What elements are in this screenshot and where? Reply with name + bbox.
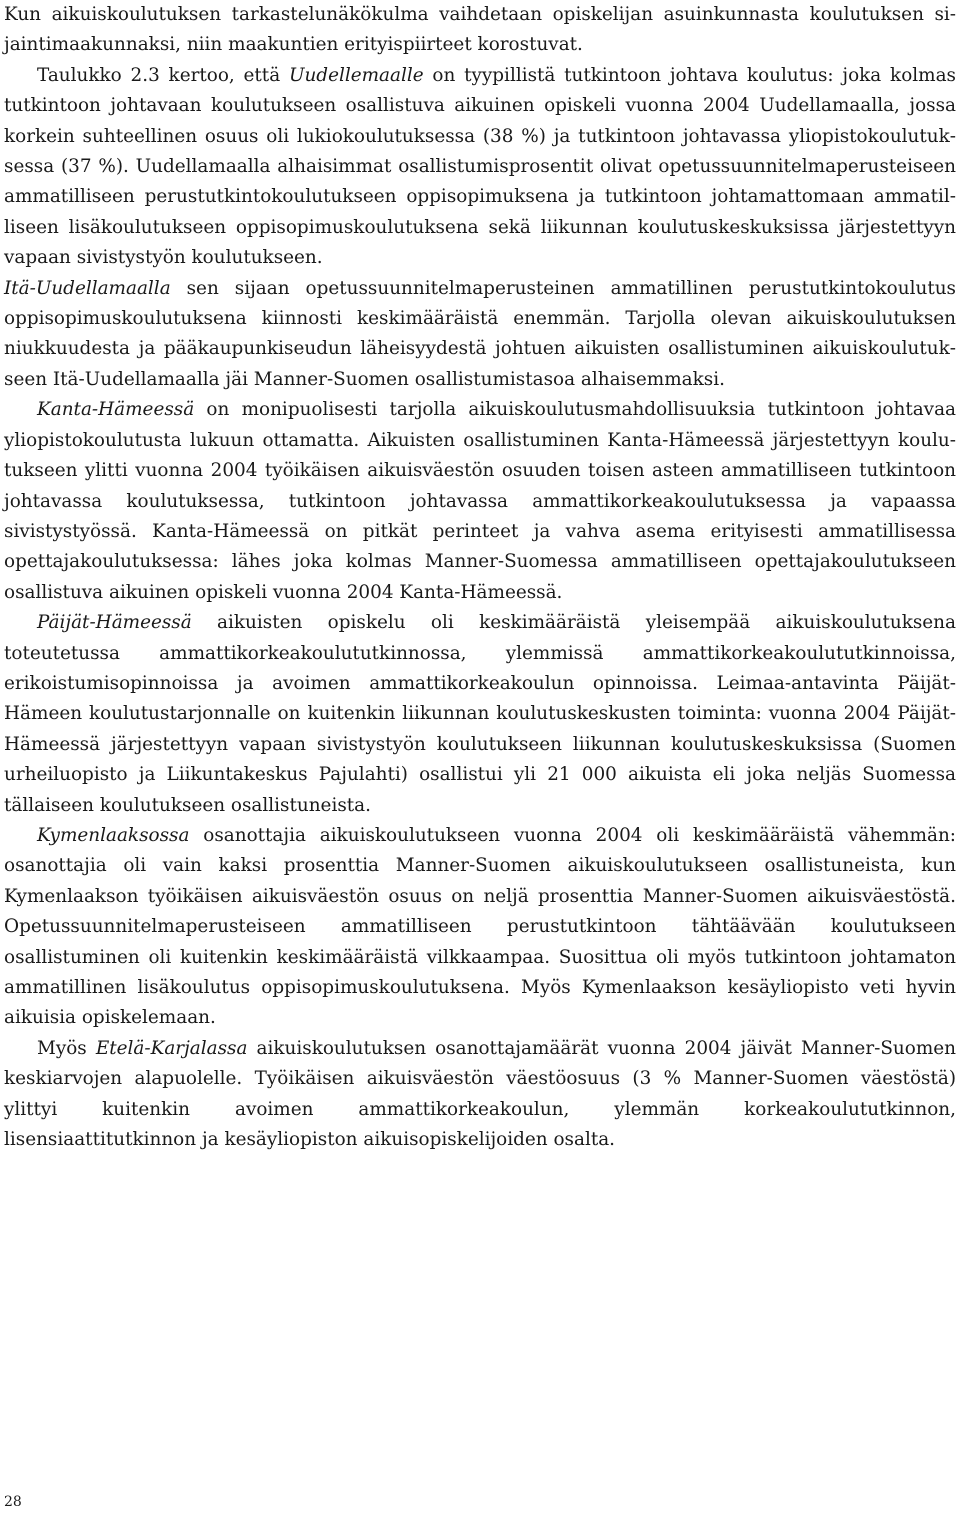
region-name-ita-uusimaa: Itä-Uudellamaalla bbox=[4, 277, 171, 299]
paragraph-kymenlaakso bbox=[4, 821, 956, 1034]
paragraph-text: sen sijaan opetussuunnitelmaperusteinen ammatillinen perustutkintokoulutus oppisopimuskoulutuksena kiinnosti keskimääräistä enemmän. Tarjolla olevan aikuiskoulutuksen niukkuudesta ja pääkaupunkiseudun läheisyydestä johtuen aikuisten osallistuminen aikuiskoulutukseen Itä-Uudellamaalla jäi Manner-Suomen osallistumistasoa alhaisemmaksi. bbox=[4, 277, 956, 390]
document-body bbox=[4, 0, 956, 1155]
paragraph-uusimaa bbox=[4, 61, 956, 274]
region-name-etela-karjala: Etelä-Karjalassa bbox=[95, 1037, 248, 1059]
paragraph-ita-uusimaa bbox=[4, 274, 956, 396]
region-name-uusimaa: Uudellemaalle bbox=[288, 64, 424, 86]
paragraph-text: aikuisten opiskelu oli keskimääräistä yleisempää aikuiskoulutuksena toteutetussa ammattikorkeakoulututkinnossa, ylemmissä ammattikorkeakoulututkinnoissa, erikoistumisopinnoissa ja avoimen ammattikorkeakoulun opinnoissa. Leimaa-antavinta Päijät-Hämeen koulutustarjonnalle on kuitenkin liikunnan koulutuskeskusten toiminta: vuonna 2004 Päijät-Hämeessä järjestettyyn vapaan sivistystyön koulutukseen liikunnan koulutuskeskuksissa (Suomen urheiluopisto ja Liikuntakeskus Pajulahti) osallistui yli 21 000 aikuista eli joka neljäs Suomessa tällaiseen koulutukseen osallistuneista. bbox=[4, 612, 956, 816]
paragraph-text: Myös bbox=[37, 1037, 96, 1059]
page-number: 28 bbox=[4, 1494, 22, 1510]
paragraph-text: on tyypillistä tutkintoon johtava koulutus: joka kolmas tutkintoon johtavaan koulutukseen osallistuva aikuinen opiskeli vuonna 2004 Uudellamaalla, jossa korkein suhteellinen osuus oli lukiokoulutuksessa (38 %) ja tutkintoon johtavassa yliopistokoulutuksessa (37 %). Uudellamaalla alhaisimmat osallistumisprosentit olivat opetussuunnitelmaperusteiseen ammatilliseen perustutkintokoulutukseen oppisopimuksena ja tutkintoon johtamattomaan ammatilliseen lisäkoulutukseen oppisopimuskoulutuksena sekä liikunnan koulutuskeskuksissa järjestettyyn vapaan sivistystyön koulutukseen. bbox=[4, 64, 956, 269]
region-name-paijat-hame: Päijät-Hämeessä bbox=[37, 612, 192, 634]
paragraph-etela-karjala bbox=[4, 1034, 956, 1156]
paragraph-text: osanottajia aikuiskoulutukseen vuonna 2004 oli keskimääräistä vähemmän: osanottajia oli vain kaksi prosenttia Manner-Suomen aikuiskoulutukseen osallistuneista, kun Kymenlaakson työikäisen aikuisväestön osuus on neljä prosenttia Manner-Suomen aikuisväestöstä. Opetussuunnitelmaperusteiseen ammatilliseen perustutkintoon tähtäävään koulutukseen osallistuminen oli kuitenkin keskimääräistä vilkkaampaa. Suosittua oli myös tutkintoon johtamaton ammatillinen lisäkoulutus oppisopimuskoulutuksena. Myös Kymenlaakson kesäyliopisto veti hyvin aikuisia opiskelemaan. bbox=[4, 824, 956, 1029]
paragraph-text: aikuiskoulutuksen osanottajamäärät vuonna 2004 jäivät Manner-Suomen keskiarvojen alapuolelle. Työikäisen aikuisväestön väestöosuus (3 % Manner-Suomen väestöstä) ylittyi kuitenkin avoimen ammattikorkeakoulun, ylemmän korkeakoulututkinnon, lisensiaattitutkinnon ja kesäyliopiston aikuisopiskelijoiden osalta. bbox=[4, 1037, 957, 1151]
paragraph-text: on monipuolisesti tarjolla aikuiskoulutusmahdollisuuksia tutkintoon johtavaa yliopistokoulutusta lukuun ottamatta. Aikuisten osallistuminen Kanta-Hämeessä järjestettyyn koulutukseen ylitti vuonna 2004 työikäisen aikuisväestön osuuden toisen asteen ammatilliseen tutkintoon johtavassa koulutuksessa, tutkintoon johtavassa ammattikorkeakoulutuksessa ja vapaassa sivistystyössä. Kanta-Hämeessä on pitkät perinteet ja vahva asema erityisesti ammatillisessa opettajakoulutuksessa: lähes joka kolmas Manner-Suomessa ammatilliseen opettajakoulutukseen osallistuva aikuinen opiskeli vuonna 2004 Kanta-Hämeessä. bbox=[4, 399, 956, 603]
region-name-kanta-hame: Kanta-Hämeessä bbox=[37, 399, 195, 421]
region-name-kymenlaakso: Kymenlaaksossa bbox=[37, 824, 190, 846]
paragraph-paijat-hame bbox=[4, 608, 956, 821]
paragraph-intro bbox=[4, 0, 956, 61]
paragraph-text: Kun aikuiskoulutuksen tarkastelunäkökulma vaihdetaan opiskelijan asuinkunnasta koulutuksen sijaintimaakunnaksi, niin maakuntien erityispiirteet korostuvat. bbox=[4, 4, 956, 56]
paragraph-kanta-hame bbox=[4, 395, 956, 608]
paragraph-text: Taulukko 2.3 kertoo, että bbox=[37, 64, 289, 86]
